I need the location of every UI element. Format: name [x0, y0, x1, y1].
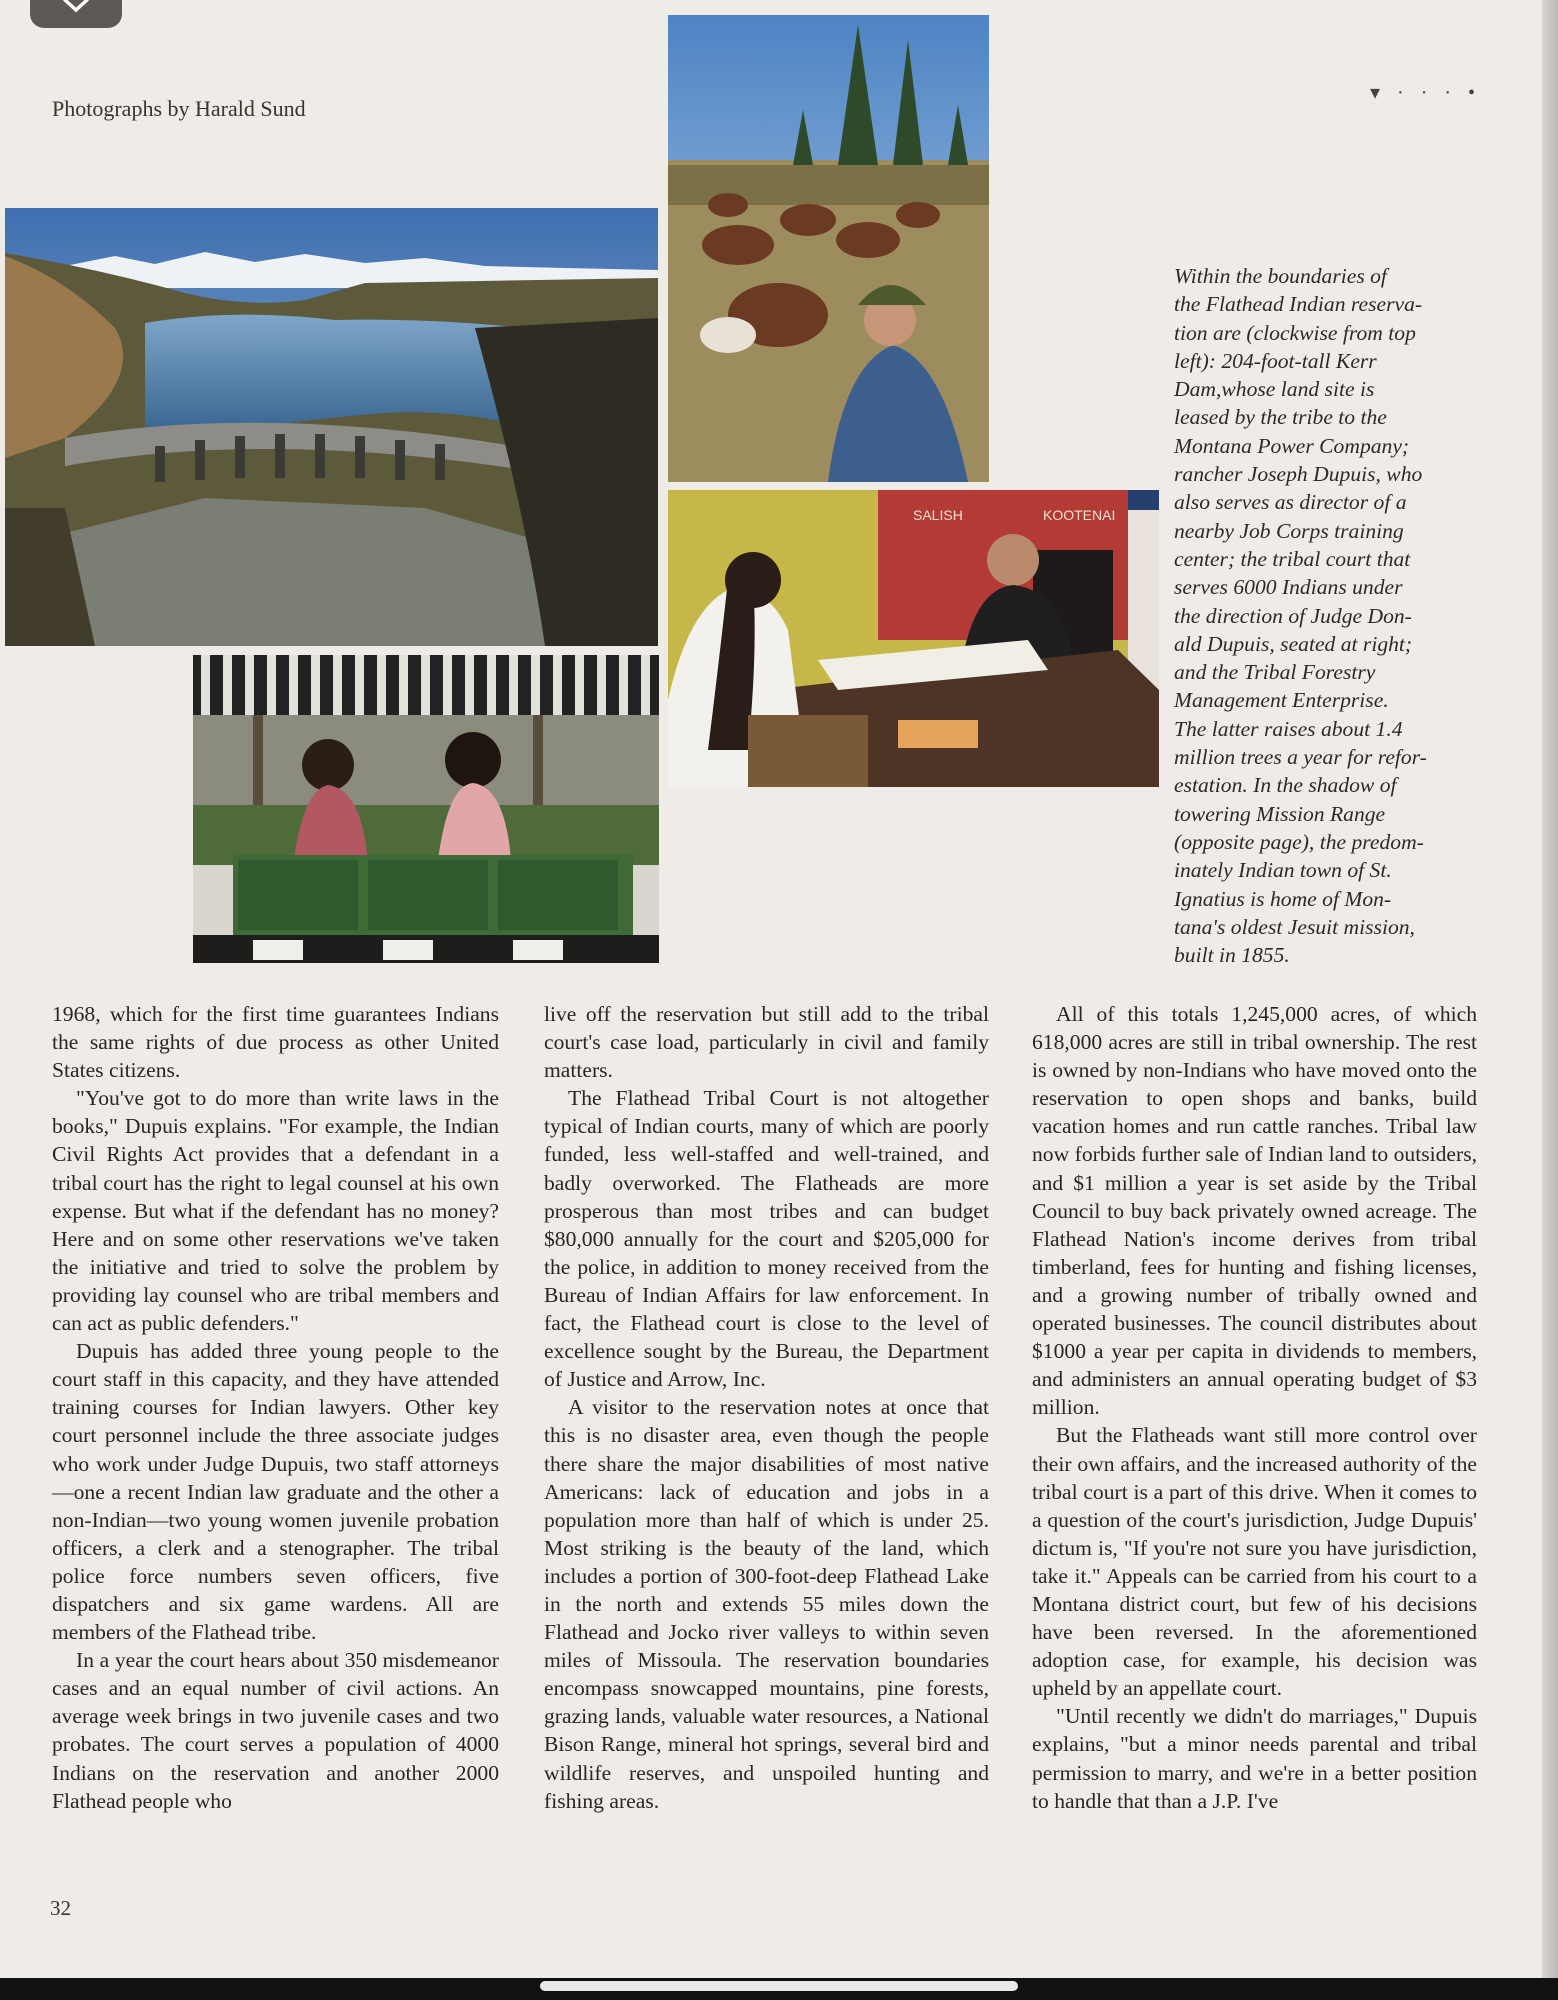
court-photo	[668, 490, 1159, 787]
paragraph: But the Flatheads want still more control over their own affairs, and the increased authority of the tribal court is a part of this drive. When it comes to a question of the court's jurisdiction, Judge Dupuis' dictum is, "If you're not sure you have jurisdiction, take it." Appeals can be carried from his court to a Montana district court, but few of his decisions have been reversed. In the aforementioned adoption case, for example, his decision was upheld by an appellate court.	[1032, 1423, 1477, 1701]
court-banner-left: SALISH	[913, 507, 963, 523]
photo-caption	[1174, 262, 1464, 969]
rancher-photo	[668, 15, 989, 482]
paragraph: All of this totals 1,245,000 acres, of which 618,000 acres are still in tribal ownership. The rest is owned by non-Indians who have moved onto the reservation to open shops and banks, build vacation homes and run cattle ranches. Tribal law now forbids further sale of Indian land to outsiders, and $1 million a year is set aside by the Tribal Council to buy back privately owned acreage. The Flathead Nation's income derives from tribal timberland, fees for hunting and fishing licenses, and a growing number of tribally owned and operated businesses. The council distributes about $1000 a year per capita in dividends to members, and administers an annual operating budget of $3 million.	[1032, 1002, 1477, 1420]
text-column-1	[52, 1000, 499, 1815]
home-indicator[interactable]	[540, 1981, 1018, 1991]
decorative-marks: ▾ · · · •	[1370, 82, 1482, 104]
page-edge	[1542, 0, 1558, 2000]
close-icon	[59, 0, 93, 22]
page-number: 32	[50, 1896, 71, 1920]
text-column-2	[544, 1000, 989, 1815]
paragraph: The Flathead Tribal Court is not altogether typical of Indian courts, many of which are poorly funded, less well-staffed and well-trained, and badly overworked. The Flatheads are more prosperous than most tribes and can budget $80,000 annually for the court and $205,000 for the police, in addition to money received from the Bureau of Indian Affairs for law enforcement. In fact, the Flathead court is close to the level of excellence sought by the Bureau, the Department of Justice and Arrow, Inc.	[544, 1086, 989, 1392]
photo-credit: Photographs by Harald Sund	[52, 96, 306, 121]
paragraph: In a year the court hears about 350 misdemeanor cases and an equal number of civil actions. An average week brings in two juvenile cases and two probates. The court serves a population of 4000 Indians on the reservation and another 2000 Flathead people who	[52, 1648, 499, 1813]
paragraph: "You've got to do more than write laws in the books," Dupuis explains. "For example, the Indian Civil Rights Act provides that a defendant in a tribal court has the right to legal counsel at his own expense. But what if the defendant has no money? Here and on some other reservations we've taken the initiative and tried to solve the problem by providing lay counsel who are tribal members and can act as public defenders."	[52, 1086, 499, 1336]
paragraph: Dupuis has added three young people to the court staff in this capacity, and they have attended training courses for Indian lawyers. Other key court personnel include the three associate judges who work under Judge Dupuis, two staff attorneys—one a recent Indian law graduate and the other a non-Indian—two young women juvenile probation officers, a clerk and a stenographer. The tribal police force numbers seven officers, five dispatchers and six game wardens. All are members of the Flathead tribe.	[52, 1339, 499, 1645]
text-column-3	[1032, 1000, 1477, 1815]
paragraph: A visitor to the reservation notes at once that this is no disaster area, even though the people there share the major disabilities of most native Americans: lack of education and jobs in a population more than half of which is under 25. Most striking is the beauty of the land, which includes a portion of 300-foot-deep Flathead Lake in the north and extends 55 miles down the Flathead and Jocko river valleys to within seven miles of Missoula. The reservation boundaries encompass snowcapped mountains, pine forests, grazing lands, valuable water resources, a National Bison Range, mineral hot springs, several bird and wildlife reserves, and unspoiled hunting and fishing areas.	[544, 1395, 989, 1813]
paragraph: live off the reservation but still add to the tribal court's case load, particularly in civil and family matters.	[544, 1002, 989, 1083]
paragraph: "Until recently we didn't do marriages," Dupuis explains, "but a minor needs parental and tribal permission to marry, and we're in a better position to handle that than a J.P. I've	[1032, 1704, 1477, 1813]
caption-text: Within the boundaries of the Flathead Indian reserva- tion are (clockwise from top left): 204-foot-tall Kerr Dam,whose land site is leased by the tribe to the Montana Power Company; rancher Joseph Dupuis, who also serves as director of a nearby Job Corps training center; the tribal court that serves 6000 Indians under the direction of Judge Don- ald Dupuis, seated at right; and the Tribal Forestry Management Enterprise. The latter raises about 1.4 million trees a year for refor- estation. In the shadow of towering Mission Range (opposite page), the predom- inately Indian town of St. Ignatius is home of Mon- tana's oldest Jesuit mission, built in 1855.	[1174, 264, 1427, 968]
close-button[interactable]	[30, 0, 122, 28]
court-banner-right: KOOTENAI	[1043, 507, 1116, 523]
forestry-photo	[193, 655, 659, 963]
paragraph: 1968, which for the first time guarantees Indians the same rights of due process as other United States citizens.	[52, 1002, 499, 1083]
dam-photo	[5, 208, 658, 646]
